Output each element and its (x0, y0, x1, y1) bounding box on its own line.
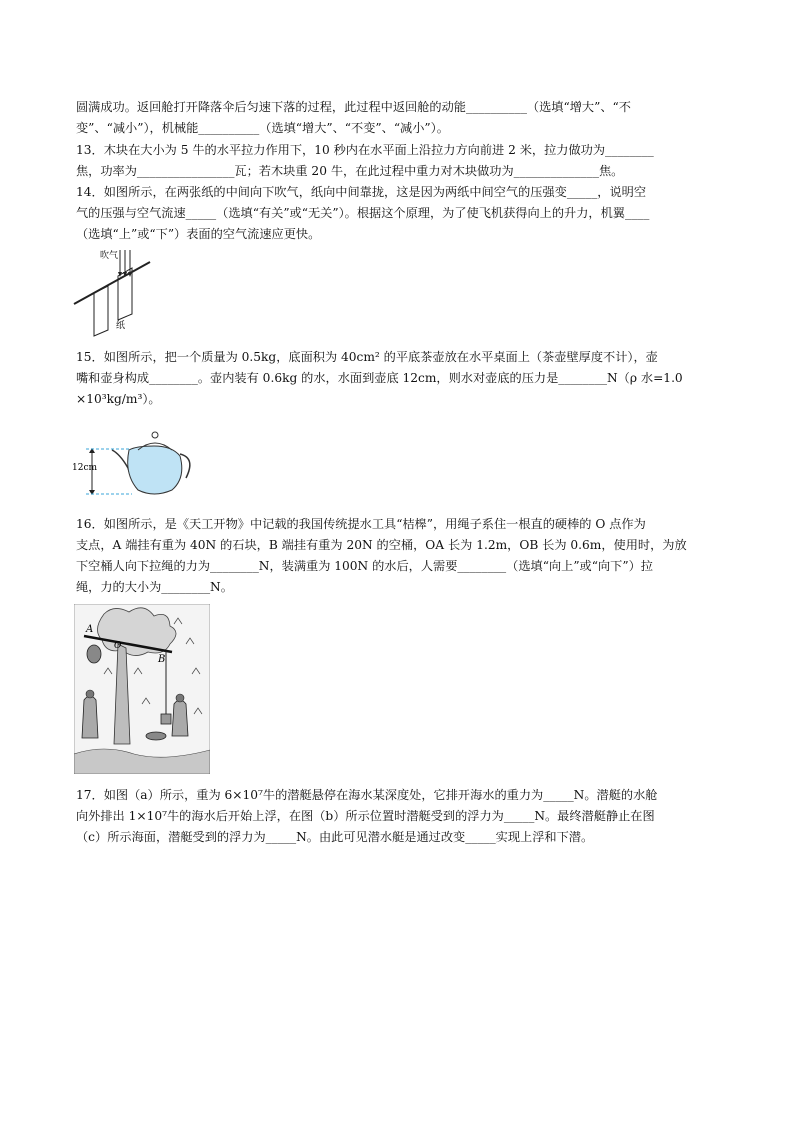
q17-line-1: 17．如图（a）所示，重为 6×10⁷牛的潜艇悬停在海水某深度处，它排开海水的重力为_____N。潜艇的水舱 (76, 788, 658, 802)
q16-line-3: 下空桶人向下拉绳的力为________N，装满重为 100N 的水后，人需要________（选填“向上”或“向下”）拉 (76, 559, 653, 573)
q17-line-2: 向外排出 1×10⁷牛的海水后开始上浮，在图（b）所示位置时潜艇受到的浮力为_____N。最终潜艇静止在图 (76, 809, 655, 823)
q13-line-2: 焦，功率为________________瓦；若木块重 20 牛，在此过程中重力对木块做功为______________焦。 (76, 164, 624, 178)
q13-line-1: 13．木块在大小为 5 牛的水平拉力作用下，10 秒内在水平面上沿拉力方向前进 2 米，拉力做功为________ (76, 143, 654, 157)
q16-line-4: 绳，力的大小为________N。 (76, 580, 233, 594)
fig-label-a: A (86, 624, 94, 635)
fig-label-o: O (114, 641, 122, 651)
q17-line-3: （c）所示海面，潜艇受到的浮力为_____N。由此可见潜水艇是通过改变_____实现上浮和下潜。 (76, 830, 594, 844)
q12-line-1: 圆满成功。返回舱打开降落伞后匀速下落的过程，此过程中返回舱的动能__________（选填“增大”、“不 (76, 100, 631, 114)
fig-label-b: B (158, 654, 166, 665)
q14-line-1: 14．如图所示，在两张纸的中间向下吹气，纸向中间靠拢，这是因为两纸中间空气的压强变_____，说明空 (76, 185, 647, 199)
q15-line-3: ×10³kg/m³）。 (76, 392, 161, 406)
q12-line-2: 变”、“减小”），机械能__________（选填“增大”、“不变”、“减小”）。 (76, 121, 449, 135)
q15-line-1: 15．如图所示，把一个质量为 0.5kg，底面积为 40cm² 的平底茶壶放在水平桌面上（茶壶壁厚度不计），壶 (76, 350, 658, 364)
fig-label-blow: 吹气 (100, 251, 119, 261)
fig-label-height: 12cm (72, 463, 98, 473)
q15-line-2: 嘴和壶身构成________。壶内装有 0.6kg 的水，水面到壶底 12cm，则水对壶底的压力是________N（ρ 水=1.0 (76, 371, 683, 385)
paper-blowing-figure (72, 246, 162, 346)
fig-label-paper: 纸 (116, 321, 126, 331)
jiegao-illustration (74, 604, 210, 774)
teapot-figure (72, 424, 202, 500)
q14-line-3: （选填“上”或“下”）表面的空气流速应更快。 (76, 227, 321, 241)
q16-line-1: 16．如图所示，是《天工开物》中记载的我国传统提水工具“桔槔”，用绳子系住一根直的硬棒的 O 点作为 (76, 517, 646, 531)
q14-line-2: 气的压强与空气流速_____（选填“有关”或“无关”）。根据这个原理，为了使飞机获得向上的升力，机翼____ (76, 206, 650, 220)
q16-line-2: 支点，A 端挂有重为 40N 的石块，B 端挂有重为 20N 的空桶，OA 长为 1.2m，OB 长为 0.6m，使用时，为放 (76, 538, 687, 552)
